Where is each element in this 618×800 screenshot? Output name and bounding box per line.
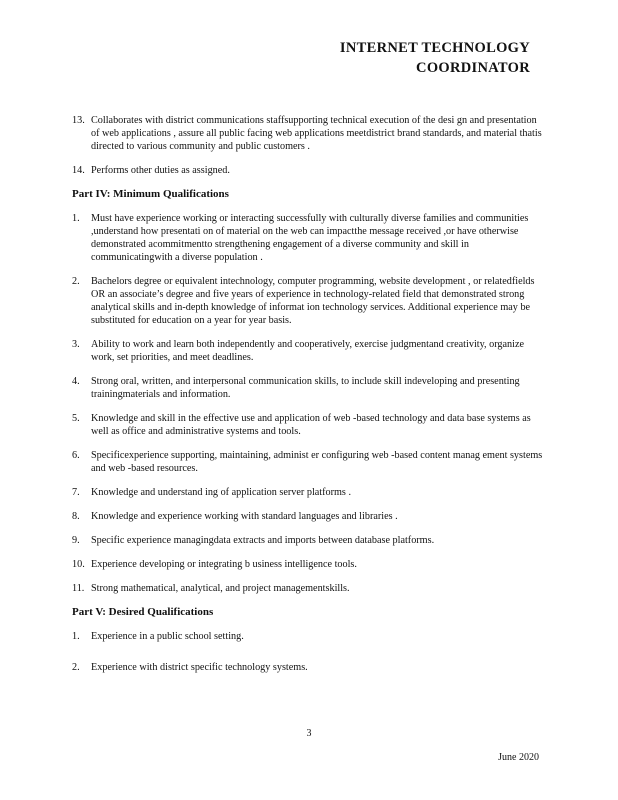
item-text: Collaborates with district communications staffsupporting technical execution of the desi gn and presentation of web applications , assure all public facing web applications meetdistrict brand standards, and material thatis directed to various community and public customers . [91,115,542,152]
section-heading-part-iv: Part IV: Minimum Qualifications [72,188,229,200]
list-item [72,449,544,475]
item-number: 2. [72,662,80,673]
list-item [72,164,544,177]
list-item [72,412,544,438]
item-number: 6. [72,450,80,461]
item-text: Experience with district specific technology systems. [91,662,308,673]
document-title [340,38,530,78]
title-line-1: INTERNET TECHNOLOGY [339,40,530,56]
item-number: 7. [72,487,80,498]
list-item [72,486,544,499]
item-number: 11. [72,583,85,594]
item-text: Specificexperience supporting, maintaining, administ er configuring web -based content manag ement systems and web -based resources. [91,450,543,474]
item-number: 4. [72,376,80,387]
item-text: Knowledge and experience working with standard languages and libraries . [91,511,398,522]
item-number: 9. [72,535,80,546]
item-text: Ability to work and learn both independently and cooperatively, exercise judgmentand creativity, organize work, set priorities, and meet deadlines. [91,339,525,363]
item-number: 8. [72,511,80,522]
list-item [72,275,544,327]
item-text: Performs other duties as assigned. [91,165,230,176]
item-text: Knowledge and understand ing of application server platforms . [91,487,351,498]
list-item [72,338,544,364]
section-heading-part-v: Part V: Desired Qualifications [72,606,214,618]
title-line-2: COORDINATOR [416,60,530,76]
item-text: Knowledge and skill in the effective use and application of web -based technology and data base systems as well as office and administrative systems and tools. [91,413,531,437]
item-number: 14. [72,165,85,176]
list-item [72,582,544,595]
item-number: 5. [72,413,80,424]
list-item [72,661,544,674]
item-text: Bachelors degree or equivalent intechnology, computer programming, website development , or relatedfields OR an associate’s degree and five years of experience in technology-related field that demonstrated strong analytical skills and in-depth knowledge of informat ion technology services. Additional experience may be substituted for education on a year for year basis. [91,276,535,326]
item-text: Strong oral, written, and interpersonal communication skills, to include skill indeveloping and presenting trainingmaterials and information. [91,376,520,400]
item-number: 10. [72,559,85,570]
list-item [72,558,544,571]
list-item [72,630,544,643]
item-number: 2. [72,276,80,287]
item-text: Must have experience working or interacting successfully with culturally diverse families and communities ,understand how presentati on of material on the web can impactthe message received ,or have otherwise demonstrated acommitmentto strengthening engagement of a diverse community and skill in communicatingwith a diverse population . [91,213,529,263]
item-number: 1. [72,631,80,642]
item-text: Strong mathematical, analytical, and project managementskills. [91,583,350,594]
list-item [72,534,544,547]
list-item [72,375,544,401]
document-body [72,114,544,685]
item-text: Specific experience managingdata extracts and imports between database platforms. [91,535,435,546]
item-text: Experience in a public school setting. [91,631,244,642]
footer-date: June 2020 [498,752,539,763]
list-item [72,212,544,264]
list-item [72,114,544,153]
item-number: 13. [72,115,85,126]
page-number: 3 [306,728,312,739]
item-number: 3. [72,339,80,350]
item-number: 1. [72,213,80,224]
item-text: Experience developing or integrating b usiness intelligence tools. [91,559,357,570]
list-item [72,510,544,523]
